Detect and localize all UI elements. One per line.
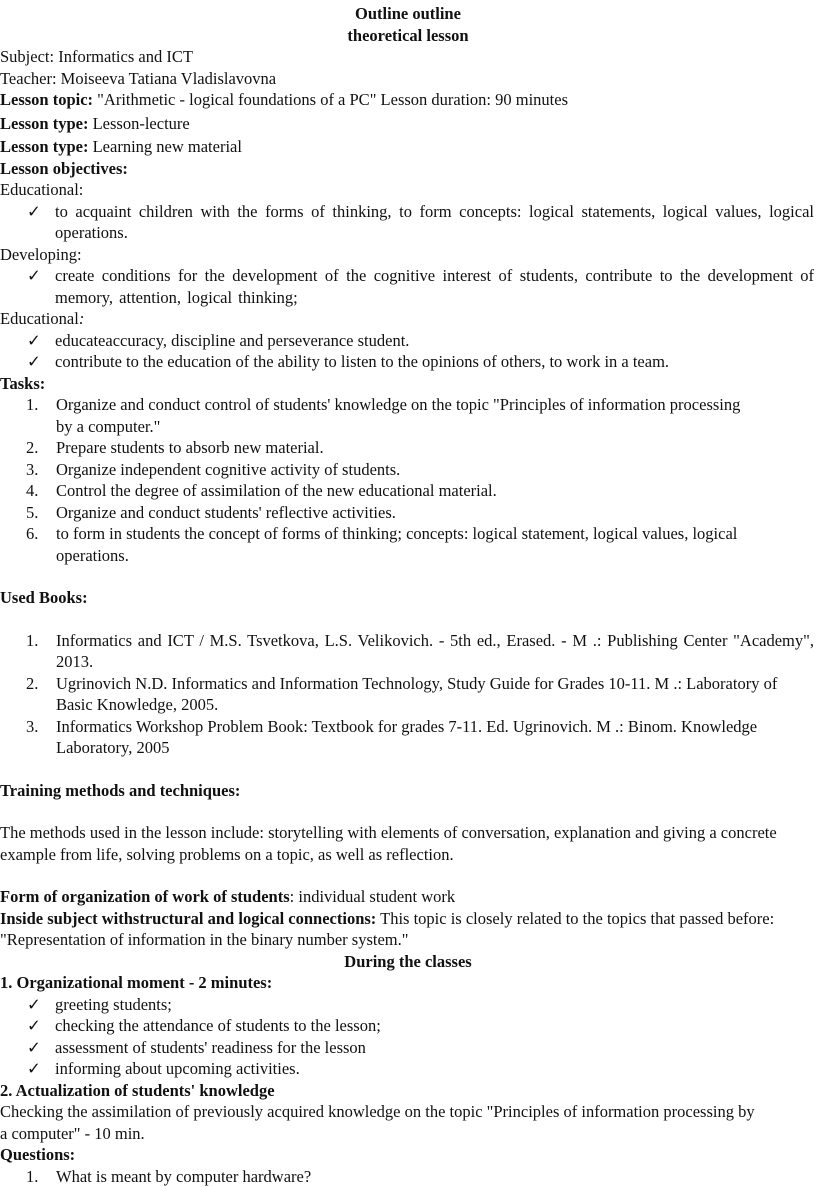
lesson-objectives-label: Lesson objectives: bbox=[0, 158, 816, 180]
section-1-item-3: ✓ assessment of students' readiness for the lesson bbox=[0, 1037, 816, 1059]
connections-label: Inside subject withstructural and logical connections: bbox=[0, 909, 376, 928]
task-item-2: 2. Prepare students to absorb new material. bbox=[0, 437, 816, 459]
developing-label: Developing: bbox=[0, 244, 816, 266]
lesson-outline-page bbox=[0, 3, 816, 1187]
lesson-type-label-1: Lesson type: bbox=[0, 114, 88, 133]
educational2-item-1: ✓ educateaccuracy, discipline and perseverance student. bbox=[0, 330, 816, 352]
connections-paragraph bbox=[0, 908, 816, 951]
lesson-topic-label: Lesson topic: bbox=[0, 90, 93, 109]
lesson-type-line-1 bbox=[0, 113, 816, 135]
lesson-type-line-2 bbox=[0, 136, 816, 158]
questions-label: Questions: bbox=[0, 1144, 816, 1166]
task-item-1: 1. Organize and conduct control of students' knowledge on the topic "Principles of information processing by a computer." bbox=[0, 394, 816, 437]
section-2-title: 2. Actualization of students' knowledge bbox=[0, 1080, 816, 1102]
methods-label: Training methods and techniques: bbox=[0, 780, 816, 802]
task-item-3: 3. Organize independent cognitive activity of students. bbox=[0, 459, 816, 481]
lesson-topic-value: "Arithmetic - logical foundations of a PC" Lesson duration: 90 minutes bbox=[93, 90, 568, 109]
educational-item: ✓ to acquaint children with the forms of thinking, to form concepts: logical statements, logical values, logical operations. bbox=[0, 201, 816, 244]
title-line-1: Outline outline bbox=[0, 3, 816, 25]
form-of-organization-line bbox=[0, 886, 816, 908]
title-line-2: theoretical lesson bbox=[0, 25, 816, 47]
checkmark-icon: ✓ bbox=[27, 1058, 41, 1080]
developing-item: ✓ create conditions for the development of the cognitive interest of students, contribute to the development of memory, attention, logical thinking; bbox=[0, 265, 816, 308]
book-item-3: 3. Informatics Workshop Problem Book: Textbook for grades 7-11. Ed. Ugrinovich. M .: Binom. Knowledge Laboratory, 2005 bbox=[0, 716, 816, 759]
section-1-item-1: ✓ greeting students; bbox=[0, 994, 816, 1016]
section-2-text: Checking the assimilation of previously acquired knowledge on the topic "Principles of information processing by a computer" - 10 min. bbox=[0, 1101, 816, 1144]
form-of-organization-value: : individual student work bbox=[290, 887, 455, 906]
task-item-6: 6. to form in students the concept of forms of thinking; concepts: logical statement, logical values, logical operations. bbox=[0, 523, 816, 566]
subject-line: Subject: Informatics and ICT bbox=[0, 46, 816, 68]
checkmark-icon: ✓ bbox=[27, 265, 41, 287]
task-item-4: 4. Control the degree of assimilation of the new educational material. bbox=[0, 480, 816, 502]
educational-label: Educational: bbox=[0, 179, 816, 201]
lesson-type-label-2: Lesson type: bbox=[0, 137, 88, 156]
question-item-1: 1. What is meant by computer hardware? bbox=[0, 1166, 816, 1187]
checkmark-icon: ✓ bbox=[27, 351, 41, 373]
section-1-item-4: ✓ informing about upcoming activities. bbox=[0, 1058, 816, 1080]
educational2-label: Educational: bbox=[0, 308, 816, 330]
form-of-organization-label: Form of organization of work of students bbox=[0, 887, 290, 906]
teacher-line: Teacher: Moiseeva Tatiana Vladislavovna bbox=[0, 68, 816, 90]
lesson-topic-line bbox=[0, 89, 816, 111]
used-books-label: Used Books: bbox=[0, 587, 816, 609]
checkmark-icon: ✓ bbox=[27, 1037, 41, 1059]
task-item-5: 5. Organize and conduct students' reflective activities. bbox=[0, 502, 816, 524]
section-1-item-2: ✓ checking the attendance of students to the lesson; bbox=[0, 1015, 816, 1037]
book-item-2: 2. Ugrinovich N.D. Informatics and Information Technology, Study Guide for Grades 10-11. M .: Laboratory of Basic Knowledge, 2005. bbox=[0, 673, 816, 716]
lesson-type-value-2: Learning new material bbox=[88, 137, 241, 156]
educational2-item-2: ✓ contribute to the education of the ability to listen to the opinions of others, to work in a team. bbox=[0, 351, 816, 373]
during-classes-title: During the classes bbox=[0, 951, 816, 973]
section-1-title: 1. Organizational moment - 2 minutes: bbox=[0, 972, 816, 994]
checkmark-icon: ✓ bbox=[27, 330, 41, 352]
lesson-type-value-1: Lesson-lecture bbox=[88, 114, 189, 133]
connections-value: This topic is closely related to the topics that passed before: "Representation of information in the binary number system." bbox=[0, 909, 774, 950]
tasks-label: Tasks: bbox=[0, 373, 816, 395]
checkmark-icon: ✓ bbox=[27, 1015, 41, 1037]
book-item-1: 1. Informatics and ICT / M.S. Tsvetkova, L.S. Velikovich. - 5th ed., Erased. - M .: Publishing Center "Academy", 2013. bbox=[0, 630, 816, 673]
checkmark-icon: ✓ bbox=[27, 994, 41, 1016]
methods-text: The methods used in the lesson include: storytelling with elements of conversation, explanation and giving a concrete example from life, solving problems on a topic, as well as reflection. bbox=[0, 822, 816, 865]
checkmark-icon: ✓ bbox=[27, 201, 41, 223]
